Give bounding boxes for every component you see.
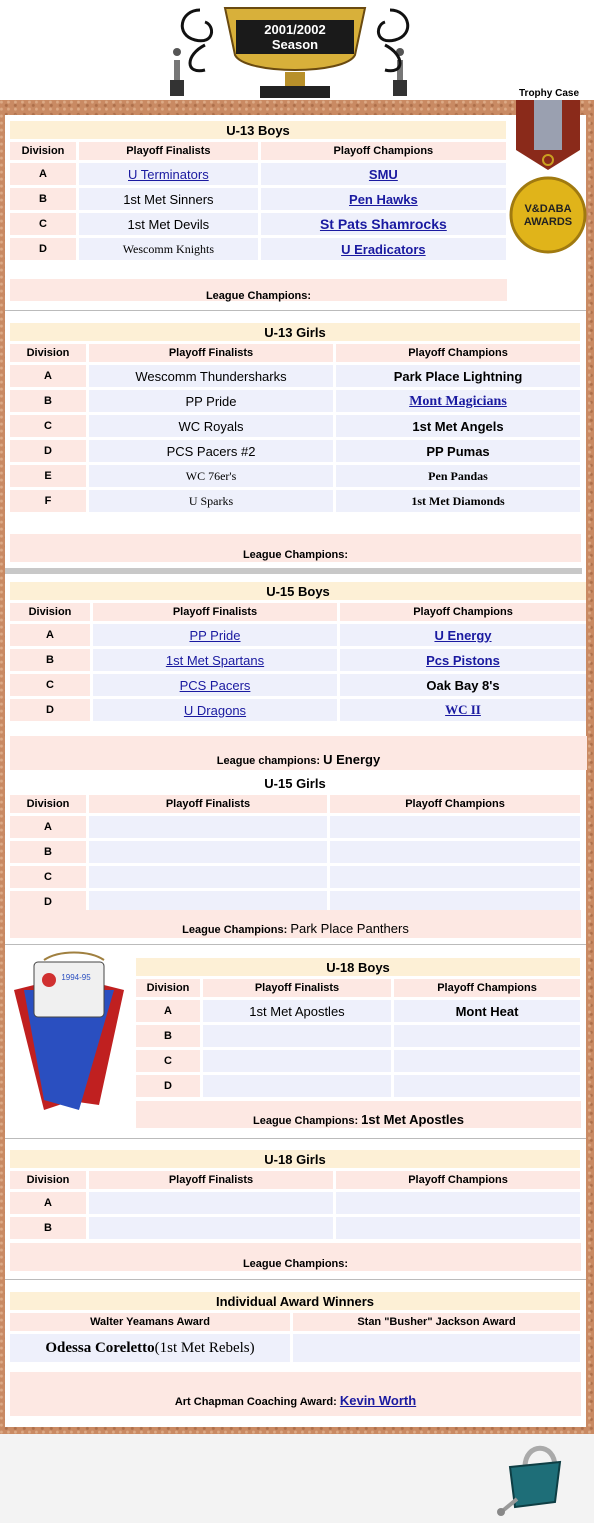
division-label: B <box>10 390 86 412</box>
col-finalists: Playoff Finalists <box>93 603 337 621</box>
division-label: D <box>10 891 86 913</box>
stan-jackson-winner <box>293 1334 580 1362</box>
league-champions-u15-boys: League champions: U Energy <box>10 736 587 770</box>
section-title: U-13 Boys <box>10 121 506 139</box>
champion-link[interactable]: U Eradicators <box>341 241 426 257</box>
svg-text:V&DABA: V&DABA <box>524 203 572 215</box>
finalist-link[interactable]: U Terminators <box>128 166 209 182</box>
division-label: F <box>10 490 86 512</box>
league-champions-u18-girls: League Champions: <box>10 1243 581 1271</box>
col-finalists: Playoff Finalists <box>89 1171 333 1189</box>
section-title: U-18 Girls <box>10 1150 580 1168</box>
svg-text:2001/2002: 2001/2002 <box>264 22 326 37</box>
divider <box>5 1279 586 1280</box>
division-label: D <box>136 1075 200 1097</box>
section-title: U-15 Girls <box>10 774 580 792</box>
col-division: Division <box>10 603 90 621</box>
finalist-cell <box>89 816 327 838</box>
champion-cell <box>336 1217 580 1239</box>
champion-cell: 1st Met Angels <box>336 415 580 437</box>
finalist-link[interactable]: PP Pride <box>189 627 241 643</box>
division-label: D <box>10 440 86 462</box>
col-champions: Playoff Champions <box>330 795 580 813</box>
finalist-cell <box>203 1025 391 1047</box>
finalist-cell <box>89 1217 333 1239</box>
trophy-case-label: Trophy Case <box>519 88 580 99</box>
champion-cell <box>394 1075 580 1097</box>
col-division: Division <box>10 344 86 362</box>
col-division: Division <box>10 1171 86 1189</box>
champion-link[interactable]: U Energy <box>434 627 492 643</box>
col-champions: Playoff Champions <box>336 1171 580 1189</box>
division-label: D <box>10 699 90 721</box>
champion-cell <box>330 816 580 838</box>
section-u13-boys <box>7 118 509 263</box>
finalist-cell: U Sparks <box>89 490 333 512</box>
division-label: A <box>10 624 90 646</box>
col-finalists: Playoff Finalists <box>89 795 327 813</box>
division-label: A <box>136 1000 200 1022</box>
champion-link[interactable]: Pen Hawks <box>349 191 418 207</box>
league-champions-u13-boys: League Champions: <box>10 279 507 301</box>
section-title: U-13 Girls <box>10 323 580 341</box>
divider <box>5 310 586 311</box>
divider-bar <box>5 568 582 574</box>
finalist-cell: PCS Pacers #2 <box>89 440 333 462</box>
small-trophy-right-icon <box>393 48 407 96</box>
division-label: C <box>10 213 76 235</box>
finalist-cell: 1st Met Devils <box>79 213 258 235</box>
season-trophy-graphic <box>0 0 594 100</box>
division-label: C <box>10 415 86 437</box>
col-champions: Playoff Champions <box>336 344 580 362</box>
section-u18-girls <box>7 1147 583 1242</box>
finalist-cell: Wescomm Thundersharks <box>89 365 333 387</box>
col-champions: Playoff Champions <box>394 979 580 997</box>
division-label: D <box>10 238 76 260</box>
division-label: A <box>10 163 76 185</box>
finalist-cell <box>89 1192 333 1214</box>
champion-cell <box>336 1192 580 1214</box>
col-walter-yeamans: Walter Yeamans Award <box>10 1313 290 1331</box>
champion-cell <box>330 841 580 863</box>
division-label: B <box>10 188 76 210</box>
champion-cell: Pen Pandas <box>336 465 580 487</box>
finalist-cell <box>89 866 327 888</box>
champion-cell <box>330 866 580 888</box>
division-label: C <box>10 866 86 888</box>
col-stan-jackson: Stan "Busher" Jackson Award <box>293 1313 580 1331</box>
section-u13-girls <box>7 320 583 515</box>
division-label: A <box>10 365 86 387</box>
coaching-award: Art Chapman Coaching Award: Kevin Worth <box>10 1372 581 1416</box>
finalist-cell: Wescomm Knights <box>79 238 258 260</box>
col-champions: Playoff Champions <box>340 603 586 621</box>
section-u15-boys <box>7 579 589 724</box>
lock-icon <box>495 1437 565 1517</box>
finalist-cell: 1st Met Sinners <box>79 188 258 210</box>
champion-link[interactable]: SMU <box>368 166 398 182</box>
champion-link[interactable]: Mont Magicians <box>409 393 507 409</box>
division-label: C <box>136 1050 200 1072</box>
finalist-cell <box>203 1075 391 1097</box>
champion-link[interactable]: WC II <box>445 702 481 717</box>
champion-link[interactable]: Pcs Pistons <box>426 652 500 668</box>
col-division: Division <box>10 795 86 813</box>
division-label: B <box>10 649 90 671</box>
finalist-cell <box>203 1050 391 1072</box>
col-division: Division <box>10 142 76 160</box>
champion-cell: Oak Bay 8's <box>340 674 586 696</box>
league-champions-u13-girls: League Champions: <box>10 534 581 562</box>
small-trophy-left-icon <box>170 48 184 96</box>
section-title: Individual Award Winners <box>10 1292 580 1310</box>
col-division: Division <box>136 979 200 997</box>
finalist-cell: 1st Met Apostles <box>203 1000 391 1022</box>
division-label: B <box>10 1217 86 1239</box>
league-champions-u15-girls: League Champions: Park Place Panthers <box>10 910 581 938</box>
finalist-link[interactable]: 1st Met Spartans <box>165 652 265 668</box>
section-u15-girls <box>7 771 583 916</box>
champion-cell: 1st Met Diamonds <box>336 490 580 512</box>
finalist-cell: WC 76er's <box>89 465 333 487</box>
section-individual-awards <box>7 1289 583 1365</box>
division-label: B <box>10 841 86 863</box>
division-label: B <box>136 1025 200 1047</box>
champion-cell: Mont Heat <box>394 1000 580 1022</box>
divider <box>5 944 586 945</box>
section-title: U-18 Boys <box>136 958 580 976</box>
league-champions-u18-boys: League Champions: 1st Met Apostles <box>136 1101 581 1128</box>
champion-cell <box>394 1025 580 1047</box>
svg-text:Season: Season <box>271 37 319 52</box>
awards-medal-icon <box>508 100 588 260</box>
division-label: A <box>10 816 86 838</box>
champion-cell: PP Pumas <box>336 440 580 462</box>
col-finalists: Playoff Finalists <box>79 142 258 160</box>
finalist-cell <box>89 841 327 863</box>
svg-text:1994-95: 1994-95 <box>61 973 91 982</box>
champion-link[interactable]: St Pats Shamrocks <box>319 216 447 232</box>
svg-text:AWARDS: AWARDS <box>523 216 573 228</box>
col-champions: Playoff Champions <box>261 142 506 160</box>
division-label: C <box>10 674 90 696</box>
champion-cell <box>394 1050 580 1072</box>
divider <box>5 1138 586 1139</box>
finalist-cell: WC Royals <box>89 415 333 437</box>
championship-ribbon-icon <box>4 950 134 1120</box>
finalist-link[interactable]: U Dragons <box>183 702 247 718</box>
division-label: E <box>10 465 86 487</box>
coaching-award-link[interactable]: Kevin Worth <box>339 1393 417 1408</box>
finalist-cell: PP Pride <box>89 390 333 412</box>
finalist-link[interactable]: PCS Pacers <box>179 677 251 693</box>
walter-yeamans-winner: Odessa Coreletto(1st Met Rebels) <box>10 1334 290 1362</box>
section-title: U-15 Boys <box>10 582 586 600</box>
champion-cell: Park Place Lightning <box>336 365 580 387</box>
col-finalists: Playoff Finalists <box>203 979 391 997</box>
division-label: A <box>10 1192 86 1214</box>
col-finalists: Playoff Finalists <box>89 344 333 362</box>
section-u18-boys <box>133 955 583 1100</box>
page-header <box>0 0 594 100</box>
